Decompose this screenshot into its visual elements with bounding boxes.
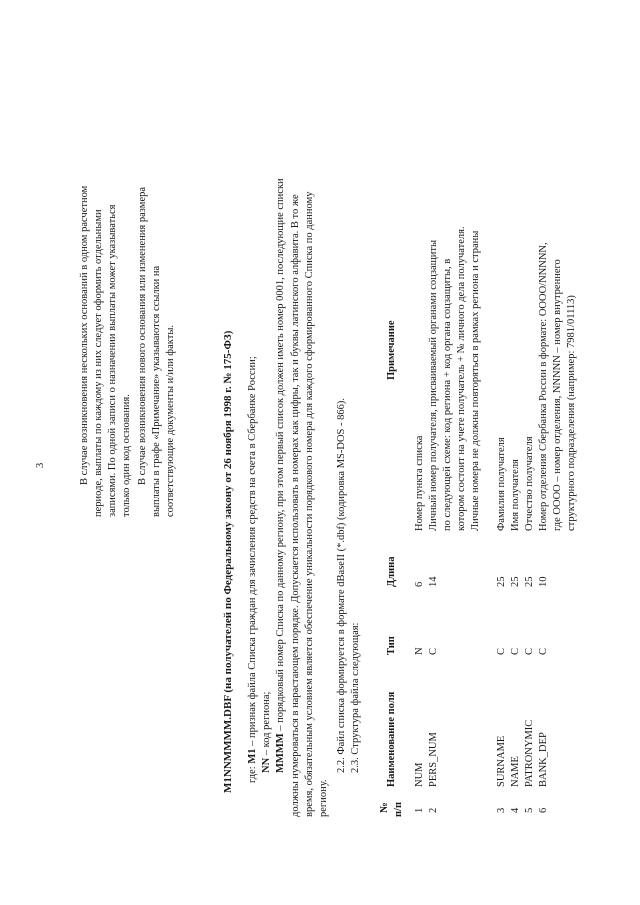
row-length: 25 xyxy=(510,576,521,587)
cont-p1-line-2: периоде, выплаты по каждому из них следует оформить отдельными xyxy=(93,209,104,517)
row-field: PATRONYMIC xyxy=(524,719,535,787)
table-header-type: Тип xyxy=(386,636,397,655)
row-number: 1 xyxy=(414,807,425,813)
table-header-name: Наименование поля xyxy=(386,691,397,787)
page-number: 3 xyxy=(35,462,46,468)
body-line-2: время, обязательным условием является обеспечение уникальности порядкового номера для каждого сформированного Списка по данному xyxy=(304,191,315,817)
cont-p2-line-1: В случае возникновения нового основания или изменения размера xyxy=(137,186,148,485)
cont-p1-line-1: В случае возникновения нескольких оснований в одном расчетном xyxy=(79,185,90,485)
definition-m1: где: M1 – признак файла Списка граждан для зачисления средств на счета в Сбербанке России; xyxy=(247,356,258,783)
table-header-num: № xyxy=(379,802,390,813)
body-line-3: региону. xyxy=(318,779,329,817)
row-note-line: где OOOO – номер отделения, NNNNN – номер внутреннего xyxy=(552,259,563,531)
row-number: 4 xyxy=(510,807,521,813)
row-note-line: Личный номер получателя, присваиваемый органами соцзащиты xyxy=(428,239,439,531)
definition-text: – признак файла Списка граждан для зачисления средств на счета в Сбербанке России; xyxy=(247,356,258,749)
cont-p1-line-3: записями. По одной записи о назначении выплаты может указываться xyxy=(107,204,118,517)
row-number: 6 xyxy=(538,807,549,813)
definition-term: NN xyxy=(261,757,272,773)
row-note-line: Личные номера не должны повторяться в рамках региона и страны xyxy=(470,230,481,531)
definition-text: – код региона; xyxy=(261,691,272,758)
row-length: 6 xyxy=(414,581,425,587)
row-length: 14 xyxy=(428,576,439,587)
row-note-line: Номер отделения Сбербанка России в формате: OOOO/NNNNN, xyxy=(538,242,549,531)
table-header-note: Примечание xyxy=(386,320,397,380)
row-note-line: структурного подразделения (например: 7981/01113) xyxy=(566,295,577,531)
row-type: N xyxy=(414,647,425,655)
row-type: C xyxy=(538,647,549,655)
section-2-2: 2.2. Файл списка формируется в формате dBaseII (*.dbf) (кодировка MS-DOS - 866). xyxy=(336,397,347,773)
section-2-3: 2.3. Структура файла следующая: xyxy=(350,622,361,773)
body-line-1: должны нумероваться в нарастающем порядке. Допускается использовать в номерах как цифры, так и буквы латинского алфавита. В то же xyxy=(290,194,301,817)
row-note-line: Отчество получателя xyxy=(524,436,535,531)
row-type: C xyxy=(496,647,507,655)
row-note-line: Имя получателя xyxy=(510,459,521,531)
row-field: NAME xyxy=(510,756,521,787)
row-type: C xyxy=(428,647,439,655)
definition-term: M1 xyxy=(247,748,258,764)
row-number: 5 xyxy=(524,807,535,813)
row-length: 10 xyxy=(538,576,549,587)
row-note-line: Фамилия получателя xyxy=(496,437,507,531)
row-number: 3 xyxy=(496,807,507,813)
definition-nn xyxy=(262,692,273,773)
row-type: C xyxy=(524,647,535,655)
row-note-line: по следующей схеме: код региона + код органа соцзащиты, в xyxy=(442,258,453,531)
cont-p1-line-4: только один код основания. xyxy=(121,394,132,517)
table-header-num2: п/п xyxy=(393,801,404,817)
definition-term: MMMM xyxy=(275,733,286,773)
table-header-length: Длина xyxy=(386,556,397,587)
row-note-line: Номер пункта списка xyxy=(414,435,425,531)
cont-p2-line-2: выплаты в графе «Примечание» указываются ссылки на xyxy=(151,265,162,517)
cont-p2-line-3: соответствующие документы и/или факты. xyxy=(165,325,176,517)
row-field: BANK_DEP xyxy=(538,732,549,787)
row-length: 25 xyxy=(496,576,507,587)
row-field: NUM xyxy=(414,762,425,787)
row-length: 25 xyxy=(524,576,535,587)
row-field: PERS_NUM xyxy=(428,732,439,787)
row-number: 2 xyxy=(428,807,439,813)
definition-text: – порядковый номер Списка по данному региону, при этом первый список должен иметь номер 0001, последующие списки xyxy=(275,178,286,734)
document-heading: M1NNMMMM.DBF (на получателей по Федеральному закону от 26 ноября 1998 г. № 175-ФЗ) xyxy=(222,330,234,793)
row-type: C xyxy=(510,647,521,655)
definition-mmmm xyxy=(276,178,287,773)
row-note-line: котором состоит на учете получатель + № личного дела получателя. xyxy=(456,226,467,531)
row-field: SURNAME xyxy=(496,735,507,787)
